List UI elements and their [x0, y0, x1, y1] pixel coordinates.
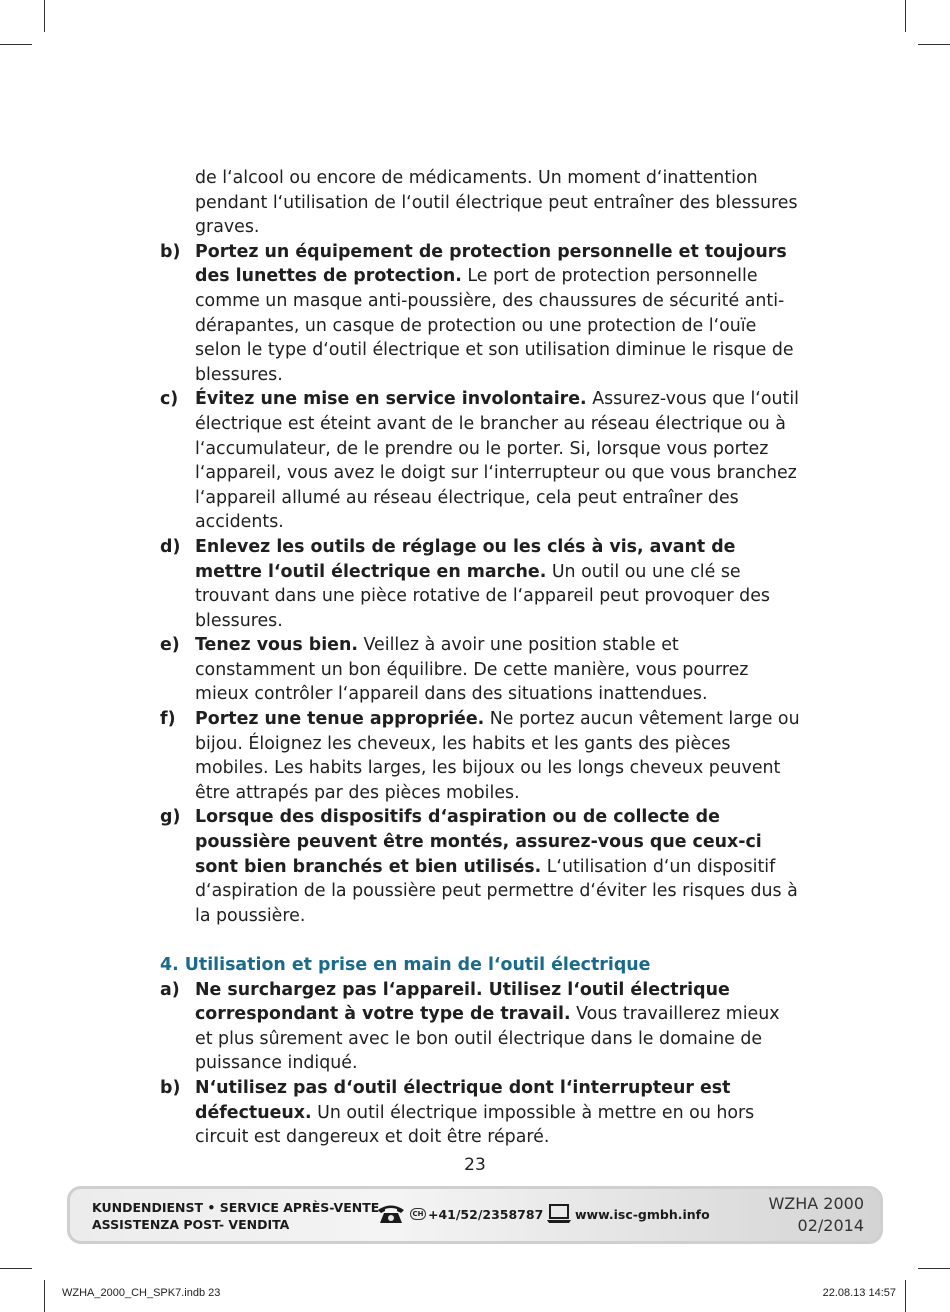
list-item-heading: N‘utilisez pas d‘outil électrique dont l‘interrupteur est défectueux. — [195, 1077, 731, 1123]
list-item — [160, 1076, 800, 1150]
list-item-text: Vous travaillerez mieux et plus sûrement avec le bon outil électrique dans le domaine de puissance indiqué. — [195, 1004, 780, 1074]
crop-mark — [44, 0, 45, 32]
safety-list — [160, 240, 800, 929]
telephone-icon — [376, 1203, 406, 1229]
print-slug-datetime: 22.08.13 14:57 — [822, 1287, 896, 1299]
list-item-text: Assurez-vous que l‘outil électrique est éteint avant de le brancher au réseau électrique ou à l‘accumulateur, de le prendre ou le porter. Si, lorsque vous portez l‘appareil, vous avez le doigt sur l‘interrupteur ou que vous branchez l‘appareil allumé au réseau électrique, cela peut entraîner des accidents. — [195, 389, 799, 533]
service-label-line1: KUNDENDIENST • SERVICE APRÈS-VENTE — [92, 1200, 380, 1215]
country-badge: CH — [410, 1208, 426, 1220]
list-item-letter: c) — [160, 389, 179, 410]
list-item — [160, 387, 800, 535]
page-number: 23 — [464, 1155, 486, 1175]
model-number: WZHA 2000 — [768, 1194, 864, 1213]
list-item — [160, 240, 800, 388]
list-item — [160, 805, 800, 928]
list-item — [160, 978, 800, 1076]
service-label — [92, 1199, 379, 1233]
crop-mark — [918, 44, 950, 45]
list-item-heading: Portez un équipement de protection personnelle et toujours des lunettes de protection. — [195, 241, 787, 287]
crop-mark — [0, 1268, 32, 1269]
crop-mark — [0, 44, 32, 45]
phone-number[interactable]: +41/52/2358787 — [428, 1207, 544, 1222]
list-item-text: Un outil ou une clé se trouvant dans une pièce rotative de l‘appareil peut provoquer des blessures. — [195, 561, 770, 631]
list-item-letter: g) — [160, 807, 181, 828]
list-item-text: Un outil électrique impossible à mettre en ou hors circuit est dangereux et doit être réparé. — [195, 1102, 755, 1148]
usage-list — [160, 978, 800, 1150]
list-item — [160, 633, 800, 707]
list-item-heading: Ne surchargez pas l‘appareil. Utilisez l‘outil électrique correspondant à votre type de travail. — [195, 979, 730, 1025]
continuation-paragraph: de l‘alcool ou encore de médicaments. Un moment d‘inattention pendant l‘utilisation de l‘outil électrique peut entraîner des blessures graves. — [195, 168, 798, 238]
list-item-letter: b) — [160, 241, 181, 262]
list-item-letter: f) — [160, 709, 176, 730]
laptop-icon — [546, 1203, 572, 1229]
list-item-text: L‘utilisation d‘un dispositif d‘aspiration de la poussière peut permettre d‘éviter les risques dus à la poussière. — [195, 856, 798, 926]
list-item-heading: Enlevez les outils de réglage ou les clés à vis, avant de mettre l‘outil électrique en marche. — [195, 536, 736, 582]
service-footer — [67, 1186, 883, 1244]
list-item — [160, 707, 800, 805]
edition-date: 02/2014 — [797, 1216, 864, 1235]
list-item-letter: a) — [160, 979, 180, 1000]
list-item-letter: d) — [160, 536, 181, 557]
crop-mark — [44, 1280, 45, 1312]
list-item-text: Le port de protection personnelle comme un masque anti-poussière, des chaussures de sécurité anti-dérapantes, un casque de protection ou une protection de l‘ouïe selon le type d‘outil électrique et son utilisation diminue le risque de blessures. — [195, 266, 794, 385]
list-item-heading: Évitez une mise en service involontaire. — [195, 389, 587, 410]
list-item-heading: Tenez vous bien. — [195, 635, 358, 656]
print-slug-file: WZHA_2000_CH_SPK7.indb 23 — [62, 1287, 221, 1299]
section-heading: 4. Utilisation et prise en main de l‘outil électrique — [160, 955, 651, 975]
list-item-text: Ne portez aucun vêtement large ou bijou. Éloignez les cheveux, les habits et les gants des pièces mobiles. Les habits larges, les bijoux ou les longs cheveux peuvent être attrapés par des pièces mobiles. — [195, 709, 800, 803]
model-info — [768, 1193, 864, 1237]
list-item-letter: b) — [160, 1077, 181, 1098]
website-link[interactable]: www.isc-gmbh.info — [575, 1207, 710, 1222]
list-item-text: Veillez à avoir une position stable et constamment un bon équilibre. De cette manière, vous pourrez mieux contrôler l‘appareil dans des situations inattendues. — [195, 635, 749, 705]
crop-mark — [905, 1280, 906, 1312]
crop-mark — [918, 1268, 950, 1269]
list-item — [160, 535, 800, 633]
page-content — [160, 166, 800, 1150]
service-label-line2: ASSISTENZA POST- VENDITA — [92, 1217, 290, 1232]
list-item-heading: Lorsque des dispositifs d‘aspiration ou de collecte de poussière peuvent être montés, assurez-vous que ceux-ci sont bien branchés et bien utilisés. — [195, 807, 762, 877]
list-item-letter: e) — [160, 635, 180, 656]
crop-mark — [905, 0, 906, 32]
list-item-heading: Portez une tenue appropriée. — [195, 709, 485, 730]
